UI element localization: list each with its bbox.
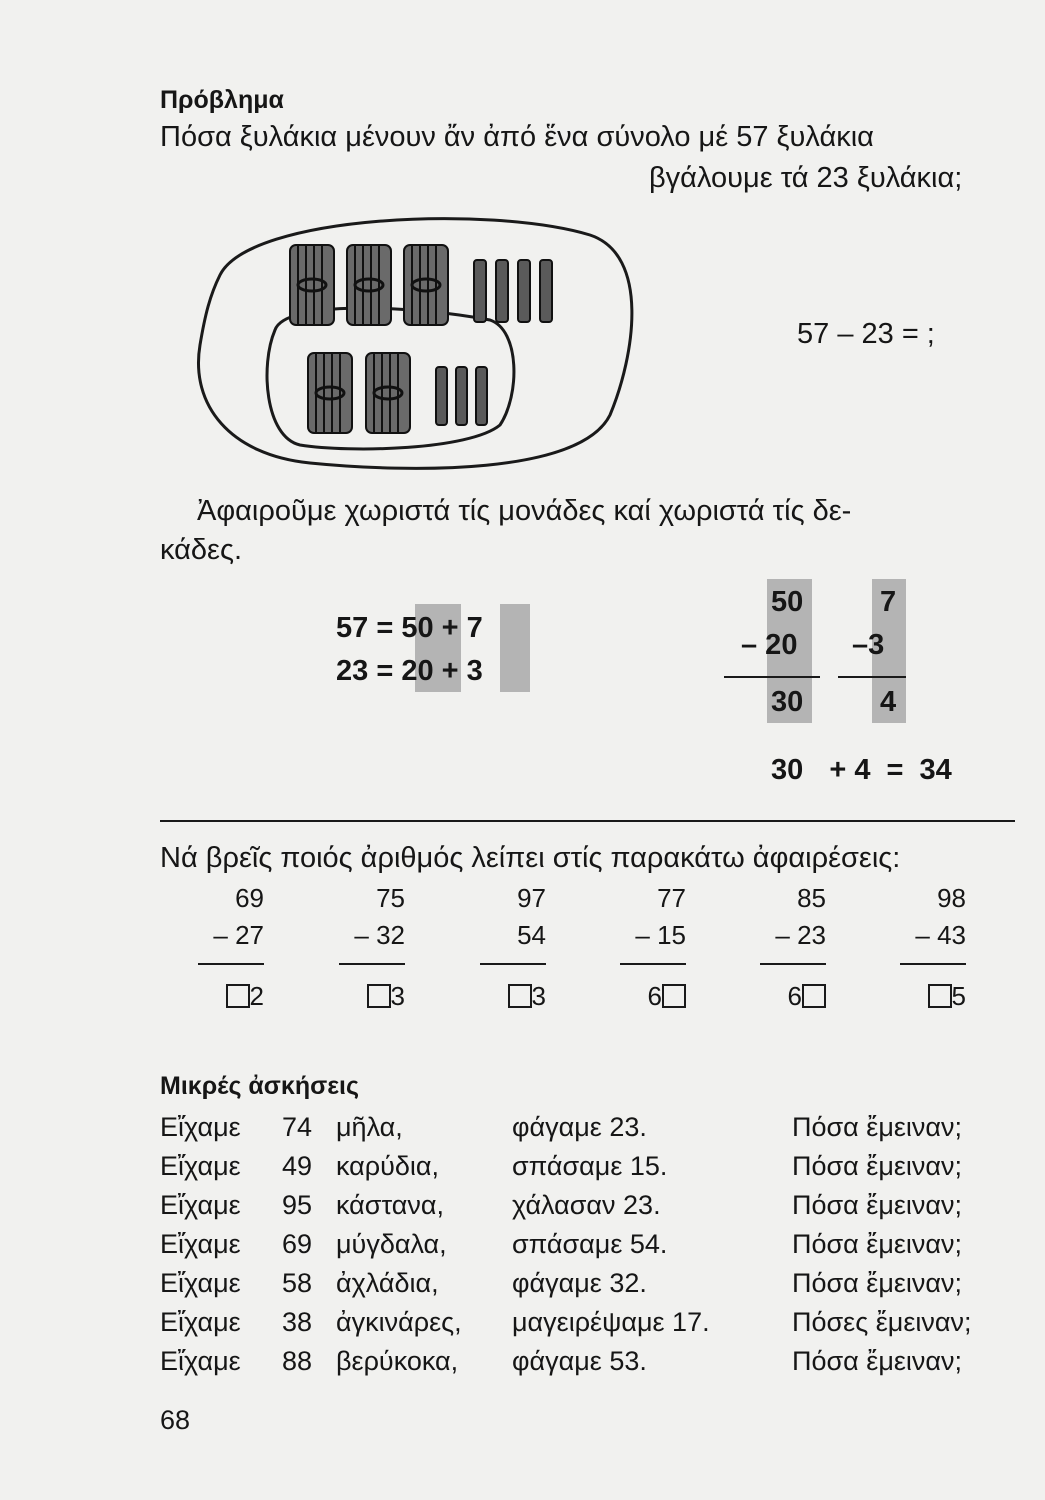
row-action: φάγαμε 32. xyxy=(512,1268,647,1298)
units-result-line xyxy=(838,676,906,678)
missing-digit-box[interactable] xyxy=(802,984,826,1008)
subtraction-problem xyxy=(760,880,826,1015)
problem-heading: Πρόβλημα xyxy=(160,86,284,114)
subtrahend: – 15 xyxy=(635,920,686,950)
subtraction-problem xyxy=(339,880,405,1015)
ten-stick-bundle-icon xyxy=(347,245,391,325)
decomp-row-1 xyxy=(336,612,483,645)
decomp-row-2 xyxy=(336,655,483,688)
row-question: Πόσα ἔμειναν; xyxy=(792,1229,963,1259)
plus-sign: + xyxy=(441,612,459,644)
result-digit: 3 xyxy=(531,981,546,1011)
row-action: μαγειρέψαμε 17. xyxy=(512,1307,710,1337)
problem-text-line2: βγάλουμε τά 23 ξυλάκια; xyxy=(649,162,963,194)
equals-sign: = xyxy=(376,612,394,644)
minuend: 69 xyxy=(235,883,264,913)
row-action: χάλασαν 23. xyxy=(512,1190,661,1220)
result-digit: 2 xyxy=(249,981,264,1011)
row-count: 88 xyxy=(282,1346,313,1376)
decomp-units: 3 xyxy=(466,655,483,687)
row-item: κάστανα, xyxy=(336,1190,444,1220)
subtrahend: – 43 xyxy=(915,920,966,950)
subtrahend: 54 xyxy=(517,920,546,950)
missing-digit-box[interactable] xyxy=(508,984,532,1008)
tens-top: 50 xyxy=(771,586,804,618)
row-had: Εἴχαμε xyxy=(160,1229,241,1259)
row-count: 69 xyxy=(282,1229,313,1259)
explain-line2: κάδες. xyxy=(160,534,243,566)
minuend: 77 xyxy=(657,883,686,913)
tens-sub: – 20 xyxy=(741,629,798,661)
minuend: 85 xyxy=(797,883,826,913)
equals-sign: = xyxy=(376,655,394,687)
result-digit: 3 xyxy=(390,981,405,1011)
row-item: καρύδια, xyxy=(336,1151,440,1181)
row-had: Εἴχαμε xyxy=(160,1112,241,1142)
small-exercises-title: Μικρές ἀσκήσεις xyxy=(160,1072,359,1100)
row-count: 38 xyxy=(282,1307,313,1337)
row-had: Εἴχαμε xyxy=(160,1190,241,1220)
problem-equation: 57 – 23 = ; xyxy=(797,318,935,350)
equals-sign: = xyxy=(886,754,904,786)
tens-result: 30 xyxy=(771,686,804,718)
explain-line1: Ἀφαιροῦμε χωριστά τίς μονάδες καί χωριστά τίς δε- xyxy=(197,495,852,527)
result-line xyxy=(480,963,546,965)
minuend: 97 xyxy=(517,883,546,913)
units-top: 7 xyxy=(880,586,897,618)
result-line xyxy=(339,963,405,965)
row-count: 58 xyxy=(282,1268,313,1298)
ten-stick-bundle-icon xyxy=(366,353,410,433)
row-action: φάγαμε 23. xyxy=(512,1112,647,1142)
result-digit: 6 xyxy=(787,981,802,1011)
row-action: σπάσαμε 54. xyxy=(512,1229,668,1259)
subtrahend: – 32 xyxy=(354,920,405,950)
row-count: 95 xyxy=(282,1190,313,1220)
problem-text-line1: Πόσα ξυλάκια μένουν ἄν ἀπό ἕνα σύνολο μέ 57 ξυλάκια xyxy=(160,121,874,153)
row-item: μῆλα, xyxy=(336,1112,403,1142)
minuend: 98 xyxy=(937,883,966,913)
result-line xyxy=(760,963,826,965)
decomp-units: 7 xyxy=(466,612,483,644)
result-digit: 6 xyxy=(647,981,662,1011)
row-item: μύγδαλα, xyxy=(336,1229,447,1259)
result-digit: 5 xyxy=(951,981,966,1011)
missing-digit-box[interactable] xyxy=(226,984,250,1008)
single-sticks-icon xyxy=(474,260,552,322)
row-question: Πόσα ἔμειναν; xyxy=(792,1190,963,1220)
subtraction-problem xyxy=(480,880,546,1015)
row-question: Πόσες ἔμειναν; xyxy=(792,1307,972,1337)
minuend: 75 xyxy=(376,883,405,913)
subtraction-problem xyxy=(900,880,966,1015)
row-question: Πόσα ἔμειναν; xyxy=(792,1346,963,1376)
units-result: 4 xyxy=(880,686,897,718)
row-item: βερύκοκα, xyxy=(336,1346,459,1376)
final-equation xyxy=(771,754,952,787)
units-sub: –3 xyxy=(852,629,885,661)
missing-digit-box[interactable] xyxy=(662,984,686,1008)
sticks-illustration xyxy=(190,205,790,485)
decomp-tens: 20 xyxy=(401,655,434,687)
result-line xyxy=(198,963,264,965)
ten-stick-bundle-icon xyxy=(290,245,334,325)
row-action: φάγαμε 53. xyxy=(512,1346,647,1376)
tens-result-line xyxy=(724,676,820,678)
subtrahend: – 23 xyxy=(775,920,826,950)
ten-stick-bundle-icon xyxy=(404,245,448,325)
row-had: Εἴχαμε xyxy=(160,1307,241,1337)
missing-digit-box[interactable] xyxy=(367,984,391,1008)
result-line xyxy=(620,963,686,965)
plus-sign: + xyxy=(441,655,459,687)
row-had: Εἴχαμε xyxy=(160,1151,241,1181)
single-sticks-icon xyxy=(436,367,487,425)
row-count: 74 xyxy=(282,1112,313,1142)
section-divider xyxy=(160,820,1015,822)
ten-stick-bundle-icon xyxy=(308,353,352,433)
subtraction-problem xyxy=(198,880,264,1015)
missing-digit-box[interactable] xyxy=(928,984,952,1008)
decomp-number: 23 xyxy=(336,655,369,687)
exercise-title: Νά βρεῖς ποιός ἀριθμός λείπει στίς παρακάτω ἀφαιρέσεις: xyxy=(160,842,901,874)
subtrahend: – 27 xyxy=(213,920,264,950)
subtraction-problem xyxy=(620,880,686,1015)
row-question: Πόσα ἔμειναν; xyxy=(792,1112,963,1142)
page-number: 68 xyxy=(160,1405,191,1435)
final-result: 34 xyxy=(919,754,952,786)
decomp-number: 57 xyxy=(336,612,369,644)
row-question: Πόσα ἔμειναν; xyxy=(792,1151,963,1181)
decomp-tens: 50 xyxy=(401,612,434,644)
row-count: 49 xyxy=(282,1151,313,1181)
row-had: Εἴχαμε xyxy=(160,1346,241,1376)
row-action: σπάσαμε 15. xyxy=(512,1151,668,1181)
row-question: Πόσα ἔμειναν; xyxy=(792,1268,963,1298)
final-tens: 30 xyxy=(771,754,804,786)
result-line xyxy=(900,963,966,965)
units-highlight xyxy=(500,604,530,692)
row-item: ἀχλάδια, xyxy=(336,1268,439,1298)
final-plus-units: + 4 xyxy=(829,754,871,786)
row-had: Εἴχαμε xyxy=(160,1268,241,1298)
row-item: ἀγκινάρες, xyxy=(336,1307,462,1337)
